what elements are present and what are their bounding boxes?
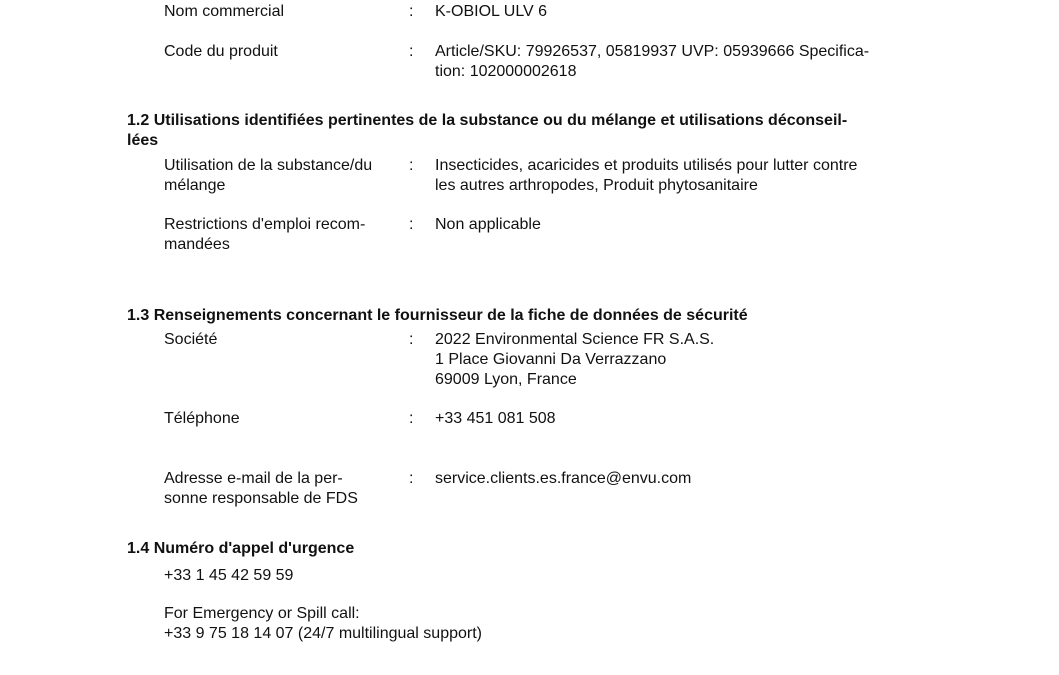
product-code-label: Code du produit <box>164 43 278 60</box>
email-label-line2: sonne responsable de FDS <box>164 490 358 507</box>
company-label: Société <box>164 331 218 348</box>
separator-colon: : <box>409 216 414 233</box>
section-1-2-heading-line1: 1.2 Utilisations identifiées pertinentes de la substance ou du mélange et utilisations déconseil- <box>127 112 848 129</box>
section-1-4-heading: 1.4 Numéro d'appel d'urgence <box>127 540 355 557</box>
phone-label: Téléphone <box>164 410 240 427</box>
phone-value: +33 451 081 508 <box>435 410 556 427</box>
use-label-line2: mélange <box>164 177 226 194</box>
restrictions-label-line2: mandées <box>164 236 230 253</box>
emergency-number: +33 1 45 42 59 59 <box>164 567 294 584</box>
company-name: 2022 Environmental Science FR S.A.S. <box>435 331 715 348</box>
spill-call-number: +33 9 75 18 14 07 (24/7 multilingual support) <box>164 625 482 642</box>
spill-call-label: For Emergency or Spill call: <box>164 605 360 622</box>
trade-name-value: K-OBIOL ULV 6 <box>435 3 548 20</box>
email-label-line1: Adresse e-mail de la per- <box>164 470 343 487</box>
use-label-line1: Utilisation de la substance/du <box>164 157 373 174</box>
product-code-value-line2: tion: 102000002618 <box>435 63 577 80</box>
separator-colon: : <box>409 331 414 348</box>
product-code-value-line1: Article/SKU: 79926537, 05819937 UVP: 05939666 Specifica- <box>435 43 870 60</box>
section-1-3-heading: 1.3 Renseignements concernant le fournisseur de la fiche de données de sécurité <box>127 307 748 324</box>
trade-name-label: Nom commercial <box>164 3 285 20</box>
section-1-2-heading-line2: lées <box>127 132 159 149</box>
email-value: service.clients.es.france@envu.com <box>435 470 692 487</box>
restrictions-value: Non applicable <box>435 216 541 233</box>
separator-colon: : <box>409 3 414 20</box>
company-city: 69009 Lyon, France <box>435 371 577 388</box>
use-value-line2: les autres arthropodes, Produit phytosanitaire <box>435 177 758 194</box>
separator-colon: : <box>409 157 414 174</box>
separator-colon: : <box>409 43 414 60</box>
separator-colon: : <box>409 470 414 487</box>
separator-colon: : <box>409 410 414 427</box>
restrictions-label-line1: Restrictions d'emploi recom- <box>164 216 366 233</box>
company-street: 1 Place Giovanni Da Verrazzano <box>435 351 667 368</box>
use-value-line1: Insecticides, acaricides et produits utilisés pour lutter contre <box>435 157 858 174</box>
